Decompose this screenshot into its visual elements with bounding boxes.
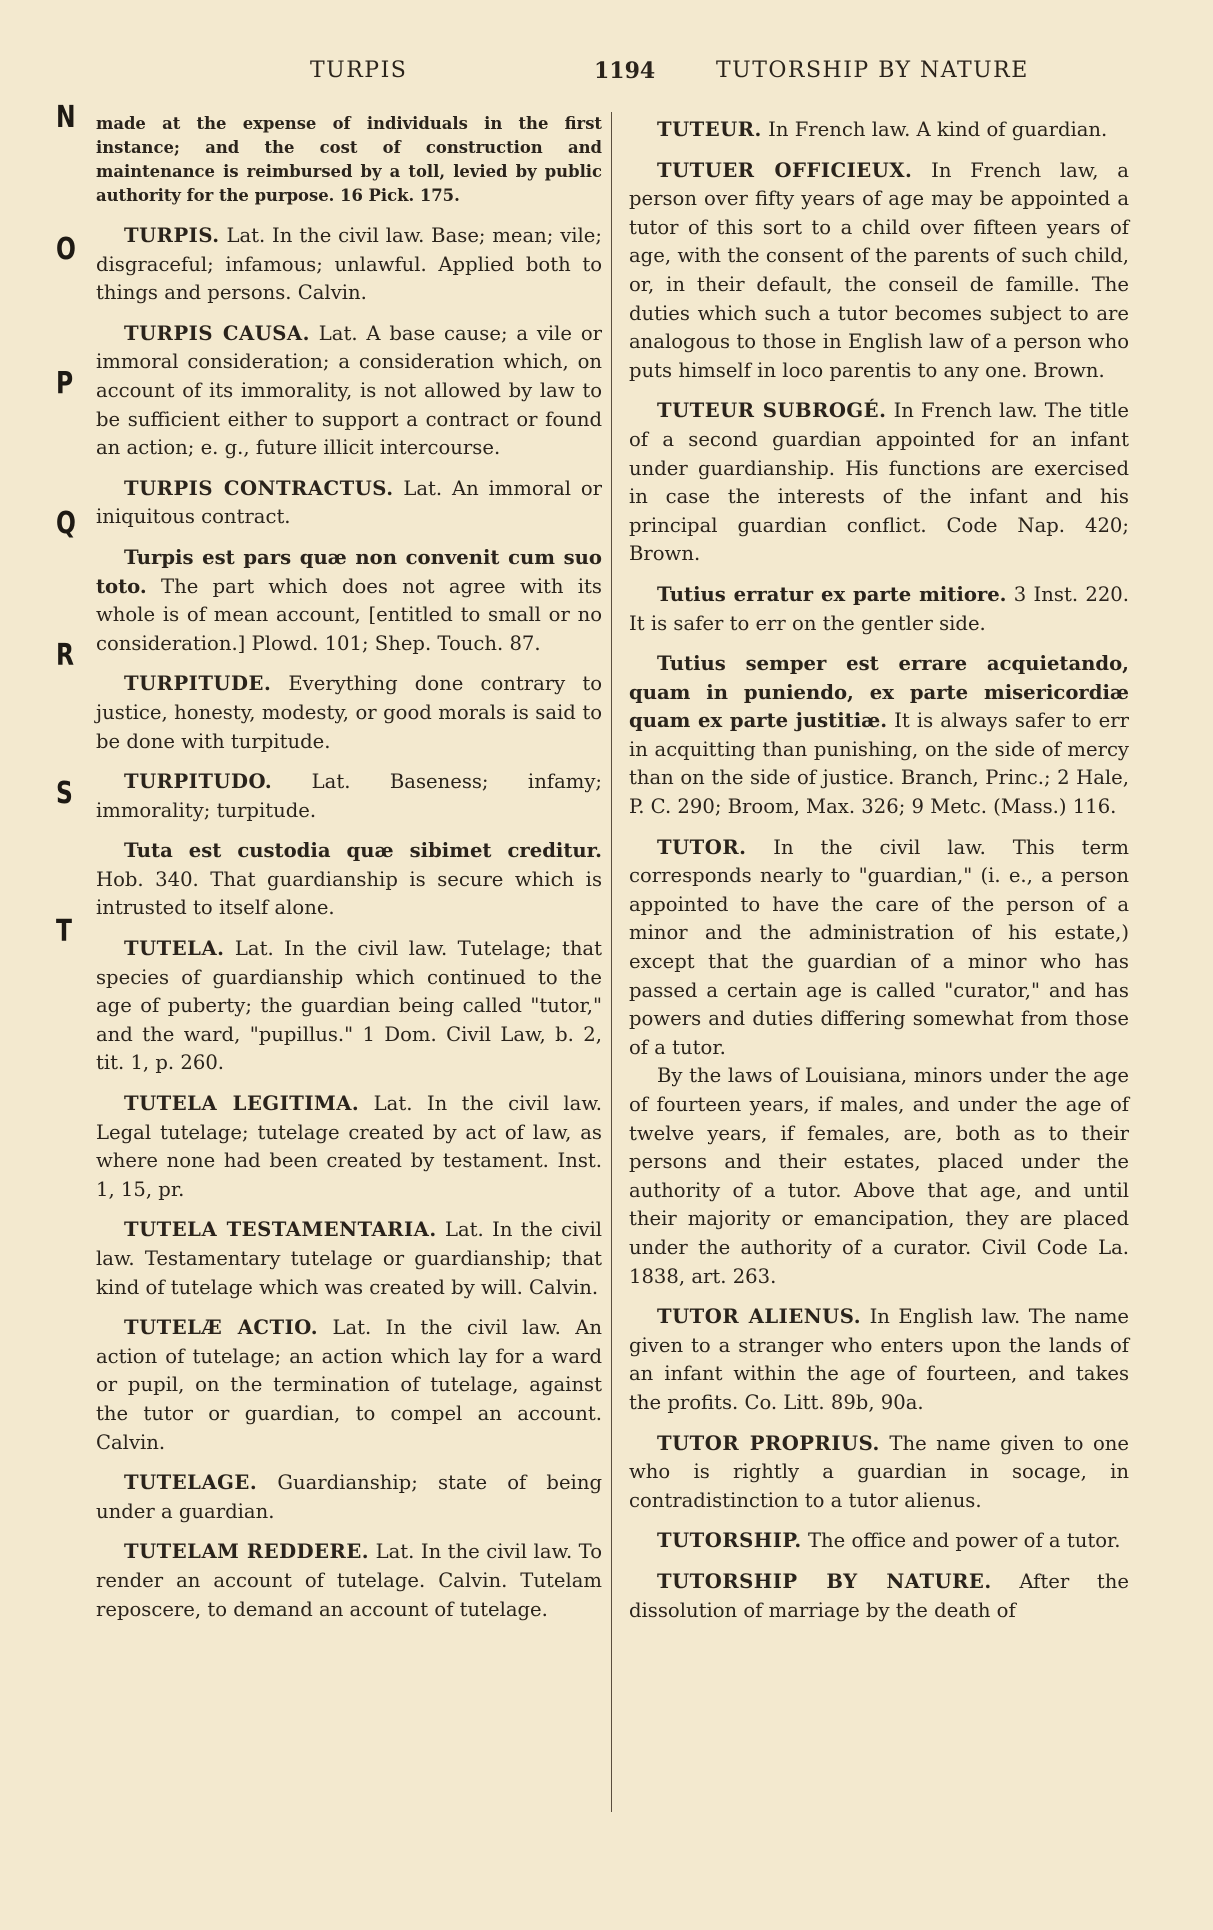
entry-tutor-paragraph: By the laws of Louisiana, minors under the age of fourteen years, if males, and under the age of twelve years, if females, are, both as to their persons and their estates, placed under the authority of a tutor. Above that age, and until their majority or emancipation, they are placed under the authority of a curator. Civil Code La. 1838, art. 263. <box>629 1064 1129 1288</box>
headword: TUTELA LEGITIMA. <box>124 1092 360 1116</box>
headword: TUTORSHIP BY NATURE. <box>657 1569 992 1593</box>
entry-turpis <box>96 222 602 308</box>
thumb-letter-r[interactable]: R <box>56 638 75 673</box>
headword: TUTELÆ ACTIO. <box>124 1316 319 1340</box>
headword: TUTELAM REDDERE. <box>124 1540 370 1564</box>
definition: In French law, a person over fifty years of age may be appointed a tutor of this sort to a child over fifteen years of age, with the consent of the parents of such child, or, in their default, the conseil de famille. The duties which such a tutor becomes subject to are analogous to those in English law of a person who puts himself in loco parentis to any one. Brown. <box>629 158 1129 382</box>
headword: TUTOR PROPRIUS. <box>657 1431 880 1455</box>
definition: Lat. In the civil law. To render an account of tutelage. Calvin. Tutelam reposcere, to demand an account of tutelage. <box>96 1540 602 1621</box>
entry-tutela-testamentaria <box>96 1216 602 1302</box>
definition: Lat. In the civil law. Tutelage; that species of guardianship which continued to the age of puberty; the guardian being called "tutor," and the ward, "pupillus." 1 Dom. Civil Law, b. 2, tit. 1, p. 260. <box>96 937 602 1075</box>
thumb-letter-t[interactable]: T <box>56 914 72 949</box>
running-header <box>0 58 1213 92</box>
definition: It is always safer to err in acquitting than punishing, on the side of mercy than on the side of justice. Branch, Princ.; 2 Hale, P. C. 290; Broom, Max. 326; 9 Metc. (Mass.) 116. <box>629 709 1129 819</box>
definition: The part which does not agree with its whole is of mean account, [entitled to small or no consideration.] Plowd. 101; Shep. Touch. 87. <box>96 574 602 655</box>
entry-tutelage <box>96 1469 602 1526</box>
entry-tutelae-actio <box>96 1314 602 1457</box>
headword: TURPIS CONTRACTUS. <box>124 476 394 500</box>
headword: Tutius erratur ex parte mitiore. <box>657 582 1007 606</box>
entry-tutela-legitima <box>96 1090 602 1204</box>
entry-tutor-proprius <box>629 1430 1129 1516</box>
page-number: 1194 <box>594 58 656 84</box>
thumb-letter-s[interactable]: S <box>56 776 73 811</box>
headword: TUTUER OFFICIEUX. <box>657 158 913 182</box>
definition: Lat. In the civil law. Legal tutelage; tutelage created by act of law, as where none had been created by testament. Inst. 1, 15, pr. <box>96 1092 602 1201</box>
definition: 3 Inst. 220. It is safer to err on the gentler side. <box>629 582 1129 635</box>
definition: Everything done contrary to justice, honesty, modesty, or good morals is said to be done with turpitude. <box>96 672 602 753</box>
entry-tutelam-reddere <box>96 1538 602 1624</box>
headword: TURPIS CAUSA. <box>124 321 310 345</box>
definition: In French law. A kind of guardian. <box>768 118 1108 141</box>
entry-turpis-causa <box>96 320 602 463</box>
entry-tuteur <box>629 116 1129 145</box>
entry-maxim-tutius-erratur <box>629 581 1129 638</box>
thumb-letter-q[interactable]: Q <box>56 506 76 541</box>
definition: In the civil law. This term corresponds nearly to "guardian," (i. e., a person appointed to have the care of the person of a minor and the administration of his estate,) except that the guardian of a minor who has passed a certain age is called "curator," and has powers and duties differing somewhat from those of a tutor. <box>629 835 1129 1059</box>
entry-maxim-tutius-semper <box>629 650 1129 822</box>
headword: Turpis est pars quæ non convenit cum suo toto. <box>96 545 602 598</box>
headword: Tuta est custodia quæ sibimet creditur. <box>124 839 602 863</box>
entry-tutorship-by-nature <box>629 1568 1129 1625</box>
definition: Guardianship; state of being under a guardian. <box>96 1471 602 1523</box>
definition: Lat. Baseness; infamy; immorality; turpitude. <box>96 770 602 822</box>
header-last-word: TUTORSHIP BY NATURE <box>716 58 1029 83</box>
entry-maxim-turpis-est-pars <box>96 544 602 658</box>
headword: TUTEUR SUBROGÉ. <box>657 399 887 423</box>
right-column <box>629 116 1129 1637</box>
definition: The office and power of a tutor. <box>807 1529 1121 1553</box>
definition: Lat. An immoral or iniquitous contract. <box>96 476 602 529</box>
entry-tutorship <box>629 1527 1129 1556</box>
entry-maxim-tuta-est-custodia <box>96 837 602 923</box>
headword: TURPITUDO. <box>124 770 273 794</box>
definition: Lat. In the civil law. Testamentary tutelage or guardianship; that kind of tutelage which was created by will. Calvin. <box>96 1218 602 1299</box>
entry-turpis-contractus <box>96 475 602 532</box>
headword: TUTORSHIP. <box>657 1529 802 1553</box>
continued-entry: made at the expense of individuals in the first instance; and the cost of construction and maintenance is reimbursed by a toll, levied by public authority for the purpose. 16 Pick. 175. <box>96 114 602 205</box>
entry-tutor <box>629 834 1129 1063</box>
entry-tuteur-subroge <box>629 397 1129 569</box>
headword: TUTEUR. <box>657 118 762 141</box>
thumb-letter-n[interactable]: N <box>56 100 76 135</box>
entry-tutor-alienus <box>629 1303 1129 1417</box>
headword: TURPIS. <box>124 224 220 247</box>
headword: TUTELAGE. <box>124 1471 258 1495</box>
entry-turpitudo <box>96 768 602 825</box>
definition: Hob. 340. That guardianship is secure which is intrusted to itself alone. <box>96 867 602 920</box>
column-divider <box>611 112 612 1812</box>
entry-tutela <box>96 935 602 1078</box>
definition: The name given to one who is rightly a guardian in socage, in contradistinction to a tutor alienus. <box>629 1431 1129 1512</box>
header-first-word: TURPIS <box>310 58 408 83</box>
headword: TUTELA. <box>124 937 225 961</box>
definition: In English law. The name given to a stranger who enters upon the lands of an infant within the age of fourteen, and takes the profits. Co. Litt. 89b, 90a. <box>629 1305 1129 1414</box>
definition: Lat. In the civil law. Base; mean; vile; disgraceful; infamous; unlawful. Applied both to things and persons. Calvin. <box>96 224 602 305</box>
entry-tutuer-officieux <box>629 157 1129 386</box>
definition: Lat. A base cause; a vile or immoral consideration; a consideration which, on account of its immorality, is not allowed by law to be sufficient either to support a contract or found an action; e. g., future illicit intercourse. <box>96 321 602 460</box>
definition: Lat. In the civil law. An action of tutelage; an action which lay for a ward or pupil, on the termination of tutelage, against the tutor or guardian, to compel an account. Calvin. <box>96 1316 602 1454</box>
thumb-letter-o[interactable]: O <box>56 232 76 267</box>
headword: TUTOR. <box>657 835 747 859</box>
headword: TUTOR ALIENUS. <box>657 1305 862 1329</box>
entry-turpitude <box>96 670 602 756</box>
headword: TURPITUDE. <box>124 672 272 696</box>
definition: After the dissolution of marriage by the death of <box>629 1569 1129 1622</box>
thumb-letter-p[interactable]: P <box>56 366 74 401</box>
left-column <box>96 112 602 1636</box>
definition: In French law. The title of a second guardian appointed for an infant under guardianship. His functions are exercised in case the interests of the infant and his principal guardian conflict. Code Nap. 420; Brown. <box>629 399 1130 566</box>
headword: Tutius semper est errare acquietando, quam in puniendo, ex parte misericordiæ quam ex parte justitiæ. <box>629 652 1129 733</box>
headword: TUTELA TESTAMENTARIA. <box>124 1218 437 1242</box>
